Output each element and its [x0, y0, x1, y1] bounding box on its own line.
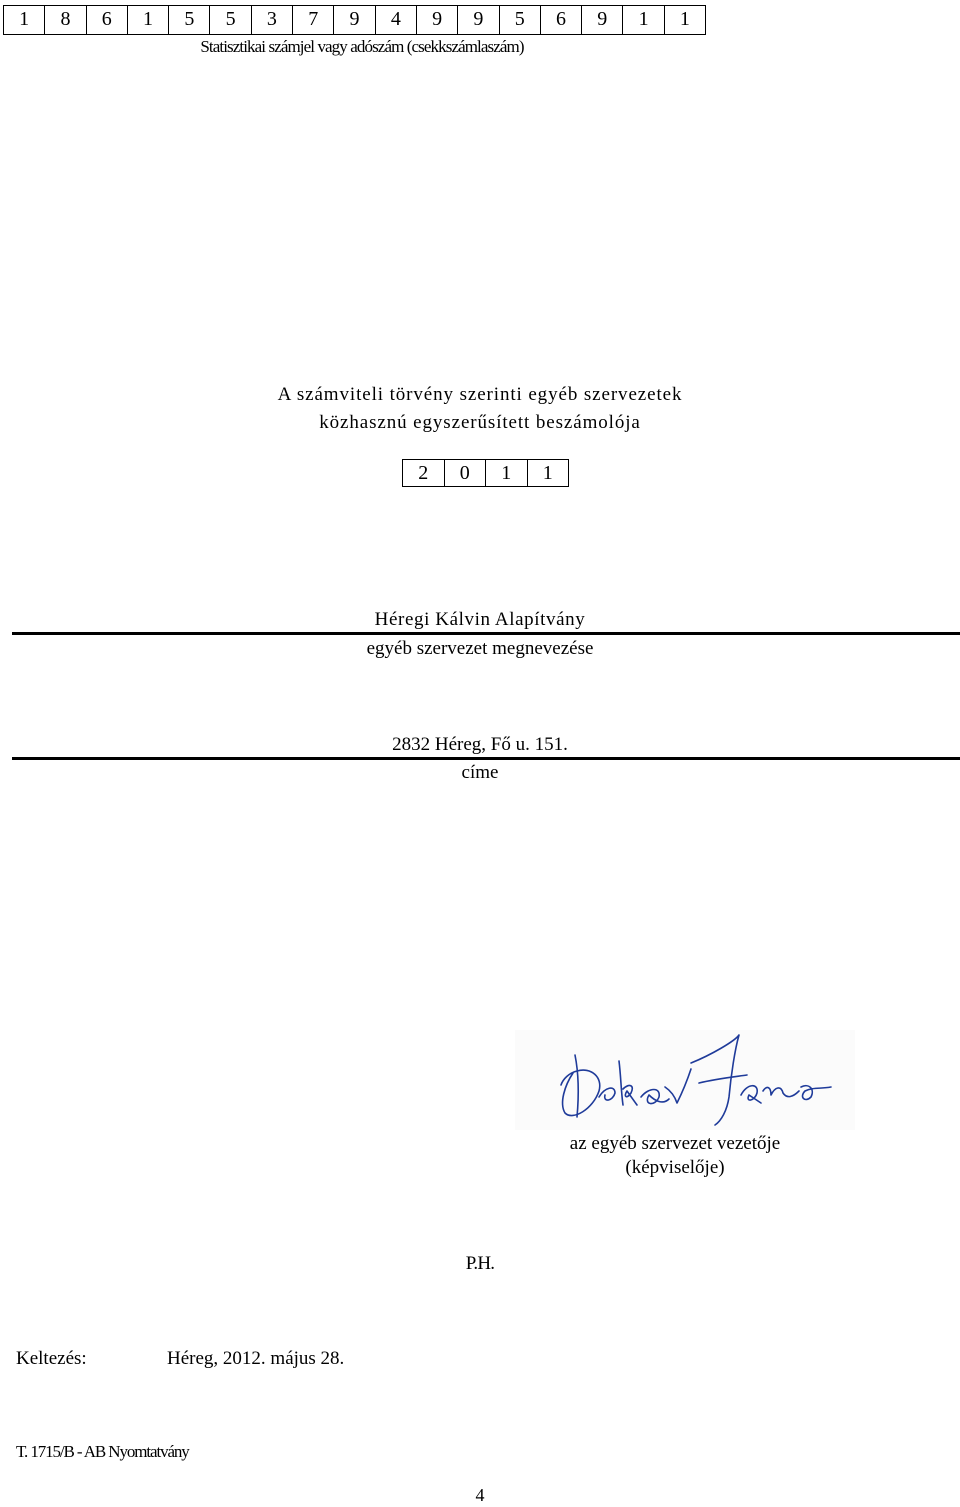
tax-id-boxes — [3, 5, 706, 35]
organization-name-rule — [12, 632, 960, 635]
tax-id-caption: Statisztikai számjel vagy adószám (csekkszámlaszám) — [200, 37, 524, 56]
report-title-line2: közhasznú egyszerűsített beszámolója — [319, 412, 641, 433]
year-digit: 1 — [486, 460, 528, 486]
tax-id-digit: 9 — [417, 6, 458, 34]
tax-id-digit: 4 — [376, 6, 417, 34]
tax-id-digit: 5 — [500, 6, 541, 34]
organization-name: Héregi Kálvin Alapítvány — [374, 609, 586, 630]
report-title-line1: A számviteli törvény szerinti egyéb szervezetek — [277, 384, 683, 405]
dating-value: Héreg, 2012. május 28. — [167, 1348, 345, 1369]
organization-address-caption: címe — [461, 762, 499, 783]
tax-id-digit: 9 — [582, 6, 623, 34]
stamp-placeholder: P.H. — [465, 1253, 495, 1274]
tax-id-digit: 5 — [169, 6, 210, 34]
tax-id-digit: 1 — [128, 6, 169, 34]
tax-id-digit: 6 — [541, 6, 582, 34]
year-digit: 2 — [403, 460, 445, 486]
tax-id-digit: 1 — [4, 6, 45, 34]
signature-caption-line1: az egyéb szervezet vezetője — [569, 1133, 781, 1154]
year-boxes — [402, 459, 569, 487]
form-id: T. 1715/B - AB Nyomtatvány — [16, 1442, 189, 1461]
page-number: 4 — [475, 1485, 485, 1505]
year-digit: 1 — [542, 462, 553, 484]
tax-id-digit: 1 — [623, 6, 664, 34]
dating-label: Keltezés: — [16, 1348, 87, 1369]
organization-address: 2832 Héreg, Fő u. 151. — [392, 734, 568, 755]
tax-id-digit: 8 — [45, 6, 86, 34]
tax-id-digit: 5 — [210, 6, 251, 34]
tax-id-digit: 7 — [293, 6, 334, 34]
tax-id-digit: 3 — [252, 6, 293, 34]
tax-id-digit: 6 — [87, 6, 128, 34]
year-digit: 0 — [445, 460, 487, 486]
tax-id-digit: 9 — [334, 6, 375, 34]
signature-caption-line2: (képviselője) — [625, 1157, 725, 1178]
tax-id-digit: 1 — [679, 8, 690, 30]
signature-image — [515, 1025, 855, 1135]
tax-id-digit: 9 — [458, 6, 499, 34]
organization-name-caption: egyéb szervezet megnevezése — [366, 638, 594, 659]
organization-address-rule — [12, 757, 960, 760]
